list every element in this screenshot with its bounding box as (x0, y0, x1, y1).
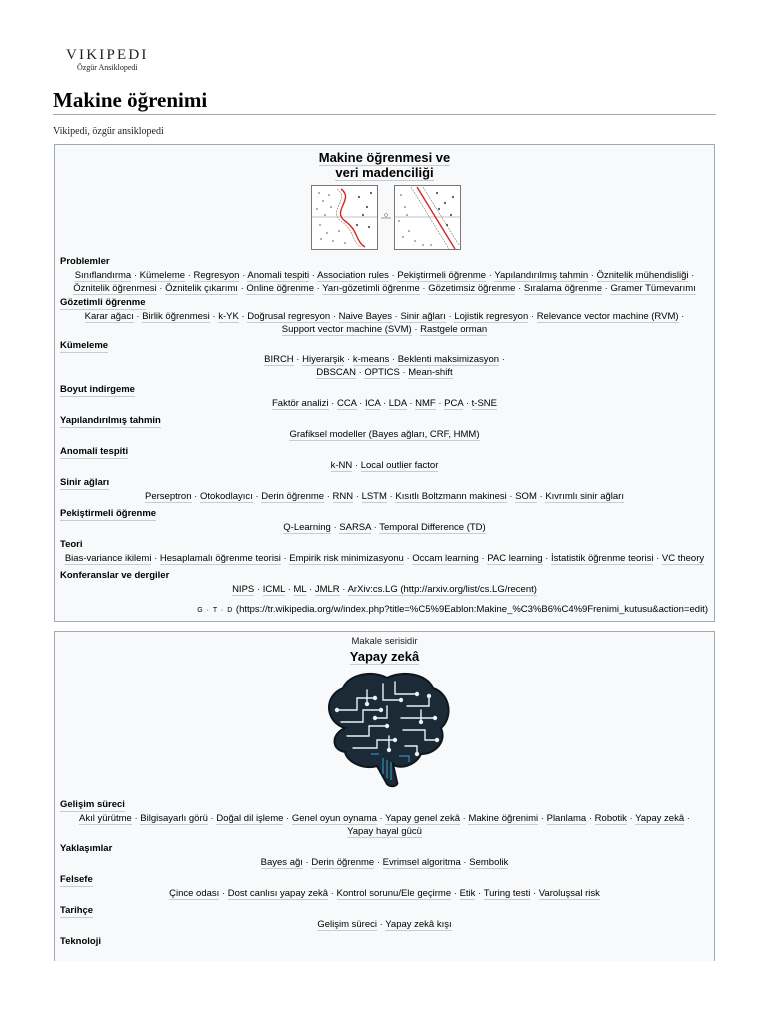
section-title-yaklasimlar: Yaklaşımlar (60, 843, 113, 854)
section-title-yapilandirilmis-tahmin[interactable]: Yapılandırılmış tahmin (60, 415, 161, 426)
separator-dot: · (280, 553, 290, 564)
section-title-problemler: Problemler (60, 256, 110, 267)
navbox-link[interactable]: RNN (332, 491, 354, 502)
navbox-link[interactable]: k-NN (330, 460, 353, 471)
navbox-link[interactable]: Varoluşsal risk (538, 888, 600, 899)
navbox-link[interactable]: Sembolik (469, 857, 509, 868)
separator-dot: · (324, 491, 333, 502)
separator-dot: · (588, 270, 597, 281)
navbox-link[interactable]: Kısıtlı Boltzmann makinesi (395, 491, 507, 502)
ml-box-title[interactable] (55, 150, 714, 180)
navbox-link[interactable]: İstatistik öğrenme teorisi (551, 553, 654, 564)
navbox-link[interactable]: Occam learning (412, 553, 479, 564)
navbox-link[interactable]: Support vector machine (SVM) (281, 324, 412, 335)
section-items-kumeleme (59, 366, 710, 379)
section-items-yaklasimlar (59, 856, 710, 869)
separator-dot: · (353, 491, 362, 502)
navbox-link[interactable]: Yapay zekâ (635, 813, 685, 824)
navbox-link[interactable]: DBSCAN (316, 367, 356, 378)
navbox-link[interactable]: NIPS (232, 584, 255, 595)
separator-dot: · (419, 283, 429, 294)
navbox-link[interactable]: Mean-shift (408, 367, 453, 378)
ml-navbar-edit[interactable] (197, 604, 708, 615)
navbox-link[interactable]: Çince odası (169, 888, 220, 899)
section-title-teknoloji: Teknoloji (60, 936, 101, 947)
navbox-link[interactable]: Empirik risk minimizasyonu (289, 553, 404, 564)
section-items-konferanslar-ve-dergiler (59, 583, 710, 596)
separator-dot: · (626, 813, 636, 824)
navbox-link[interactable]: Local outlier factor (360, 460, 439, 471)
separator-dot: · (374, 857, 383, 868)
separator-dot: · (542, 553, 551, 564)
navbox-link[interactable]: Makine öğrenimi (468, 813, 539, 824)
title-divider (53, 114, 716, 115)
section-items-anomali-tespiti (59, 459, 710, 472)
section-items-boyut-indirgeme (59, 397, 710, 410)
section-title-anomali-tespiti[interactable]: Anomali tespiti (60, 446, 129, 457)
separator-dot: · (386, 491, 396, 502)
separator-dot: · (191, 491, 200, 502)
separator-dot: · (356, 398, 365, 409)
navbox-link[interactable]: Anomali tespiti (247, 270, 310, 281)
ai-sidebar-box (54, 631, 715, 961)
section-title-kumeleme[interactable]: Kümeleme (60, 340, 109, 351)
navbox-link[interactable]: ML (293, 584, 307, 595)
navbox-link[interactable]: Pekiştirmeli öğrenme (397, 270, 487, 281)
section-items-sinir-aglari (59, 490, 710, 503)
navbox-link[interactable]: Genel oyun oynama (291, 813, 377, 824)
logo-wordmark: VIKIPEDI (66, 47, 149, 63)
navbox-link[interactable]: OPTICS (364, 367, 400, 378)
navbox-link[interactable]: Hesaplamalı öğrenme teorisi (159, 553, 281, 564)
separator-dot: · (293, 354, 303, 365)
separator-dot: · (536, 491, 546, 502)
section-title-teori: Teori (60, 539, 83, 550)
separator-dot: · (530, 888, 539, 899)
navbox-link[interactable]: Doğrusal regresyon (247, 311, 331, 322)
separator-dot: · (254, 584, 263, 595)
navbox-link[interactable]: Evrimsel algoritma (382, 857, 461, 868)
separator-dot: · (528, 311, 537, 322)
navbox-link[interactable]: Lojistik regresyon (454, 311, 529, 322)
navbox-link[interactable]: t-SNE (471, 398, 497, 409)
separator-dot: · (207, 813, 217, 824)
separator-dot: · (156, 283, 166, 294)
separator-dot: · (151, 553, 160, 564)
separator-dot: · (451, 888, 460, 899)
navbox-link[interactable]: ArXiv:cs.LG (http://arxiv.org/list/cs.LG/recent) (347, 584, 537, 595)
separator-dot: · (219, 888, 228, 899)
navbox-link[interactable]: Doğal dil işleme (216, 813, 284, 824)
section-items-kumeleme (59, 353, 710, 366)
navbox-link[interactable]: Association rules (317, 270, 389, 281)
separator-dot: · (328, 398, 337, 409)
navbox-link[interactable]: Q-Learning (283, 522, 331, 533)
separator-dot: · (131, 270, 140, 281)
separator-dot: · (314, 283, 323, 294)
navbox-link[interactable]: Derin öğrenme (311, 857, 375, 868)
navbox-link[interactable]: LDA (388, 398, 407, 409)
section-title-tarihce[interactable]: Tarihçe (60, 905, 94, 916)
section-items-gelisim-sureci (59, 825, 710, 838)
navbox-link[interactable]: Bias-variance ikilemi (64, 553, 152, 564)
separator-dot: · (506, 491, 516, 502)
wikipedia-logo[interactable] (66, 47, 149, 72)
section-title-gozetimli-ogrenme[interactable]: Gözetimli öğrenme (60, 297, 146, 308)
separator-dot: · (209, 311, 219, 322)
section-title-pekistirmeli-ogrenme[interactable]: Pekiştirmeli öğrenme (60, 508, 157, 519)
separator-dot: · (309, 270, 318, 281)
navbox-link[interactable]: Robotik (594, 813, 627, 824)
separator-dot: · (131, 813, 141, 824)
navbox-link[interactable]: Relevance vector machine (RVM) (536, 311, 679, 322)
separator-dot: · (538, 813, 547, 824)
separator-dot: · (460, 813, 469, 824)
navbox-link[interactable]: Grafiksel modeller (Bayes ağları, CRF, HMM) (289, 429, 480, 440)
navbox-link[interactable]: Yapay zekâ kışı (385, 919, 452, 930)
navbox-link[interactable]: Turing testi (483, 888, 531, 899)
navbox-link[interactable]: Online öğrenme (246, 283, 314, 294)
separator-dot: · (185, 270, 194, 281)
section-title-konferanslar-ve-dergiler: Konferanslar ve dergiler (60, 570, 170, 581)
separator-dot: · (515, 283, 524, 294)
site-tagline: Vikipedi, özgür ansiklopedi (53, 126, 164, 137)
separator-dot: · (306, 584, 315, 595)
navbox-link[interactable]: Gözetimsiz öğrenme (428, 283, 516, 294)
navbox-link[interactable]: CCA (336, 398, 357, 409)
ai-box-title-link: Yapay zekâ (349, 649, 420, 664)
separator-dot: · (388, 270, 398, 281)
separator-dot: · (252, 491, 262, 502)
separator-dot: · (406, 398, 416, 409)
navbox-link[interactable]: ICML (262, 584, 286, 595)
navbox-link[interactable]: JMLR (314, 584, 340, 595)
separator-dot: · (380, 398, 389, 409)
separator-dot: · (344, 354, 353, 365)
separator-dot: · (370, 522, 380, 533)
separator-dot: · (330, 522, 340, 533)
ml-illustration (311, 185, 461, 251)
navbox-link[interactable]: Rastgele orman (420, 324, 488, 335)
navbox-link[interactable]: Sinir ağları (400, 311, 446, 322)
navbox-link[interactable]: Bayes ağı (260, 857, 303, 868)
section-items-teori (59, 552, 710, 565)
page-title: Makine öğrenimi (53, 88, 208, 112)
navbox-link[interactable]: BIRCH (264, 354, 294, 365)
section-items-problemler (59, 269, 710, 282)
navbox-link[interactable]: VC theory (661, 553, 705, 564)
separator-dot: · (302, 857, 312, 868)
separator-dot: · (445, 311, 455, 322)
ml-sidebar-box (54, 144, 715, 622)
section-items-gozetimli-ogrenme (59, 323, 710, 336)
navbox-link[interactable]: k-YK (218, 311, 239, 322)
separator-dot: · (339, 584, 348, 595)
separator-dot: · (463, 398, 472, 409)
navbox-link[interactable]: NMF (415, 398, 436, 409)
separator-dot: · (328, 888, 337, 899)
navbox-link[interactable]: Sınıflandırma (74, 270, 132, 281)
section-title-sinir-aglari[interactable]: Sinir ağları (60, 477, 110, 488)
separator-dot: · (399, 367, 409, 378)
separator-dot: · (486, 270, 495, 281)
navbox-link[interactable]: PCA (444, 398, 464, 409)
navbox-link[interactable]: Dost canlısı yapay zekâ (227, 888, 329, 899)
navbar-edit-url: (https://tr.wikipedia.org/w/index.php?title=%C5%9Eablon:Makine_%C3%B6%C4%9Frenimi_kutusu&action=edit) (235, 604, 708, 615)
navbox-link[interactable]: Regresyon (193, 270, 240, 281)
navbox-link[interactable]: Bilgisayarlı görü (140, 813, 208, 824)
section-title-felsefe[interactable]: Felsefe (60, 874, 93, 885)
logo-tagline: Özgür Ansiklopedi (76, 63, 138, 72)
separator-dot: · (377, 919, 386, 930)
section-items-pekistirmeli-ogrenme (59, 521, 710, 534)
navbox-link[interactable]: Akıl yürütme (79, 813, 132, 824)
navbox-link[interactable]: Sıralama öğrenme (523, 283, 602, 294)
navbox-link[interactable]: Öznitelik öğrenmesi (73, 283, 157, 294)
navbox-link[interactable]: Birlik öğrenmesi (142, 311, 210, 322)
section-items-tarihce (59, 918, 710, 931)
navbox-link[interactable]: Öznitelik mühendisliği (596, 270, 689, 281)
separator-dot: · (391, 311, 401, 322)
ai-box-title[interactable] (55, 649, 714, 664)
separator-dot: · (478, 553, 488, 564)
separator-dot: · (133, 311, 143, 322)
separator-dot: · (678, 311, 685, 322)
separator-dot: · (389, 354, 398, 365)
brain-circuit-icon (317, 670, 453, 790)
separator-dot: · (688, 270, 695, 281)
section-title-gelisim-sureci[interactable]: Gelişim süreci (60, 799, 125, 810)
navbox-link[interactable]: Beklenti maksimizasyon (397, 354, 500, 365)
separator-dot: · (239, 270, 248, 281)
navbox-link[interactable]: SOM (515, 491, 537, 502)
ml-box-title-line1: Makine öğrenmesi ve (318, 150, 451, 165)
separator-dot: · (283, 813, 292, 824)
navbox-link[interactable]: k-means (352, 354, 390, 365)
separator-dot: · (330, 311, 339, 322)
separator-dot: · (376, 813, 386, 824)
separator-dot: · (285, 584, 294, 595)
navbox-link[interactable]: Yapay hayal gücü (347, 826, 422, 837)
separator-dot: · (238, 311, 248, 322)
navbox-link[interactable]: PAC learning (487, 553, 543, 564)
separator-dot: · (684, 813, 690, 824)
navbox-link[interactable]: LSTM (361, 491, 387, 502)
navbox-link[interactable]: Yapay genel zekâ (385, 813, 460, 824)
navbox-link[interactable]: Yapılandırılmış tahmin (494, 270, 589, 281)
brain-image (317, 670, 453, 790)
navbox-link[interactable]: Kümeleme (139, 270, 186, 281)
navbar-vte-links[interactable]: G · T · D (197, 607, 234, 614)
navbox-link[interactable]: Otokodlayıcı (199, 491, 253, 502)
navbox-link[interactable]: Faktör analizi (272, 398, 329, 409)
section-items-gelisim-sureci (59, 812, 710, 825)
separator-dot: · (460, 857, 470, 868)
section-items-gozetimli-ogrenme (59, 310, 710, 323)
svm-boundary-image (311, 185, 461, 251)
separator-dot: · (499, 354, 505, 365)
section-items-felsefe (59, 887, 710, 900)
separator-dot: · (586, 813, 595, 824)
navbox-link[interactable]: Planlama (546, 813, 587, 824)
ml-box-title-line2: veri madenciliği (335, 165, 434, 180)
separator-dot: · (355, 367, 365, 378)
navbox-link[interactable]: Kontrol sorunu/Ele geçirme (336, 888, 452, 899)
section-items-problemler (59, 282, 710, 295)
navbox-link[interactable]: Öznitelik çıkarımı (165, 283, 238, 294)
navbox-link[interactable]: SARSA (339, 522, 371, 533)
ai-series-label: Makale serisidir (351, 636, 418, 647)
separator-dot: · (435, 398, 445, 409)
navbox-link[interactable]: Kıvrımlı sinir ağları (545, 491, 624, 502)
navbox-link[interactable]: Yarı-gözetimli öğrenme (322, 283, 420, 294)
navbox-link[interactable]: Perseptron (145, 491, 192, 502)
navbox-link[interactable]: Karar ağacı (84, 311, 134, 322)
navbox-link[interactable]: Gramer Tümevarımı (610, 283, 696, 294)
navbox-link[interactable]: Hiyerarşik (302, 354, 345, 365)
separator-dot: · (403, 553, 413, 564)
section-items-yapilandirilmis-tahmin (59, 428, 710, 441)
navbox-link[interactable]: Gelişim süreci (317, 919, 377, 930)
separator-dot: · (475, 888, 484, 899)
navbox-link[interactable]: Temporal Difference (TD) (379, 522, 486, 533)
navbox-link[interactable]: Derin öğrenme (261, 491, 325, 502)
separator-dot: · (601, 283, 611, 294)
separator-dot: · (237, 283, 247, 294)
separator-dot: · (352, 460, 361, 471)
separator-dot: · (411, 324, 421, 335)
separator-dot: · (653, 553, 662, 564)
navbox-link[interactable]: Naive Bayes (338, 311, 392, 322)
section-title-boyut-indirgeme[interactable]: Boyut indirgeme (60, 384, 135, 395)
navbox-link[interactable]: ICA (364, 398, 381, 409)
navbox-link[interactable]: Etik (459, 888, 476, 899)
